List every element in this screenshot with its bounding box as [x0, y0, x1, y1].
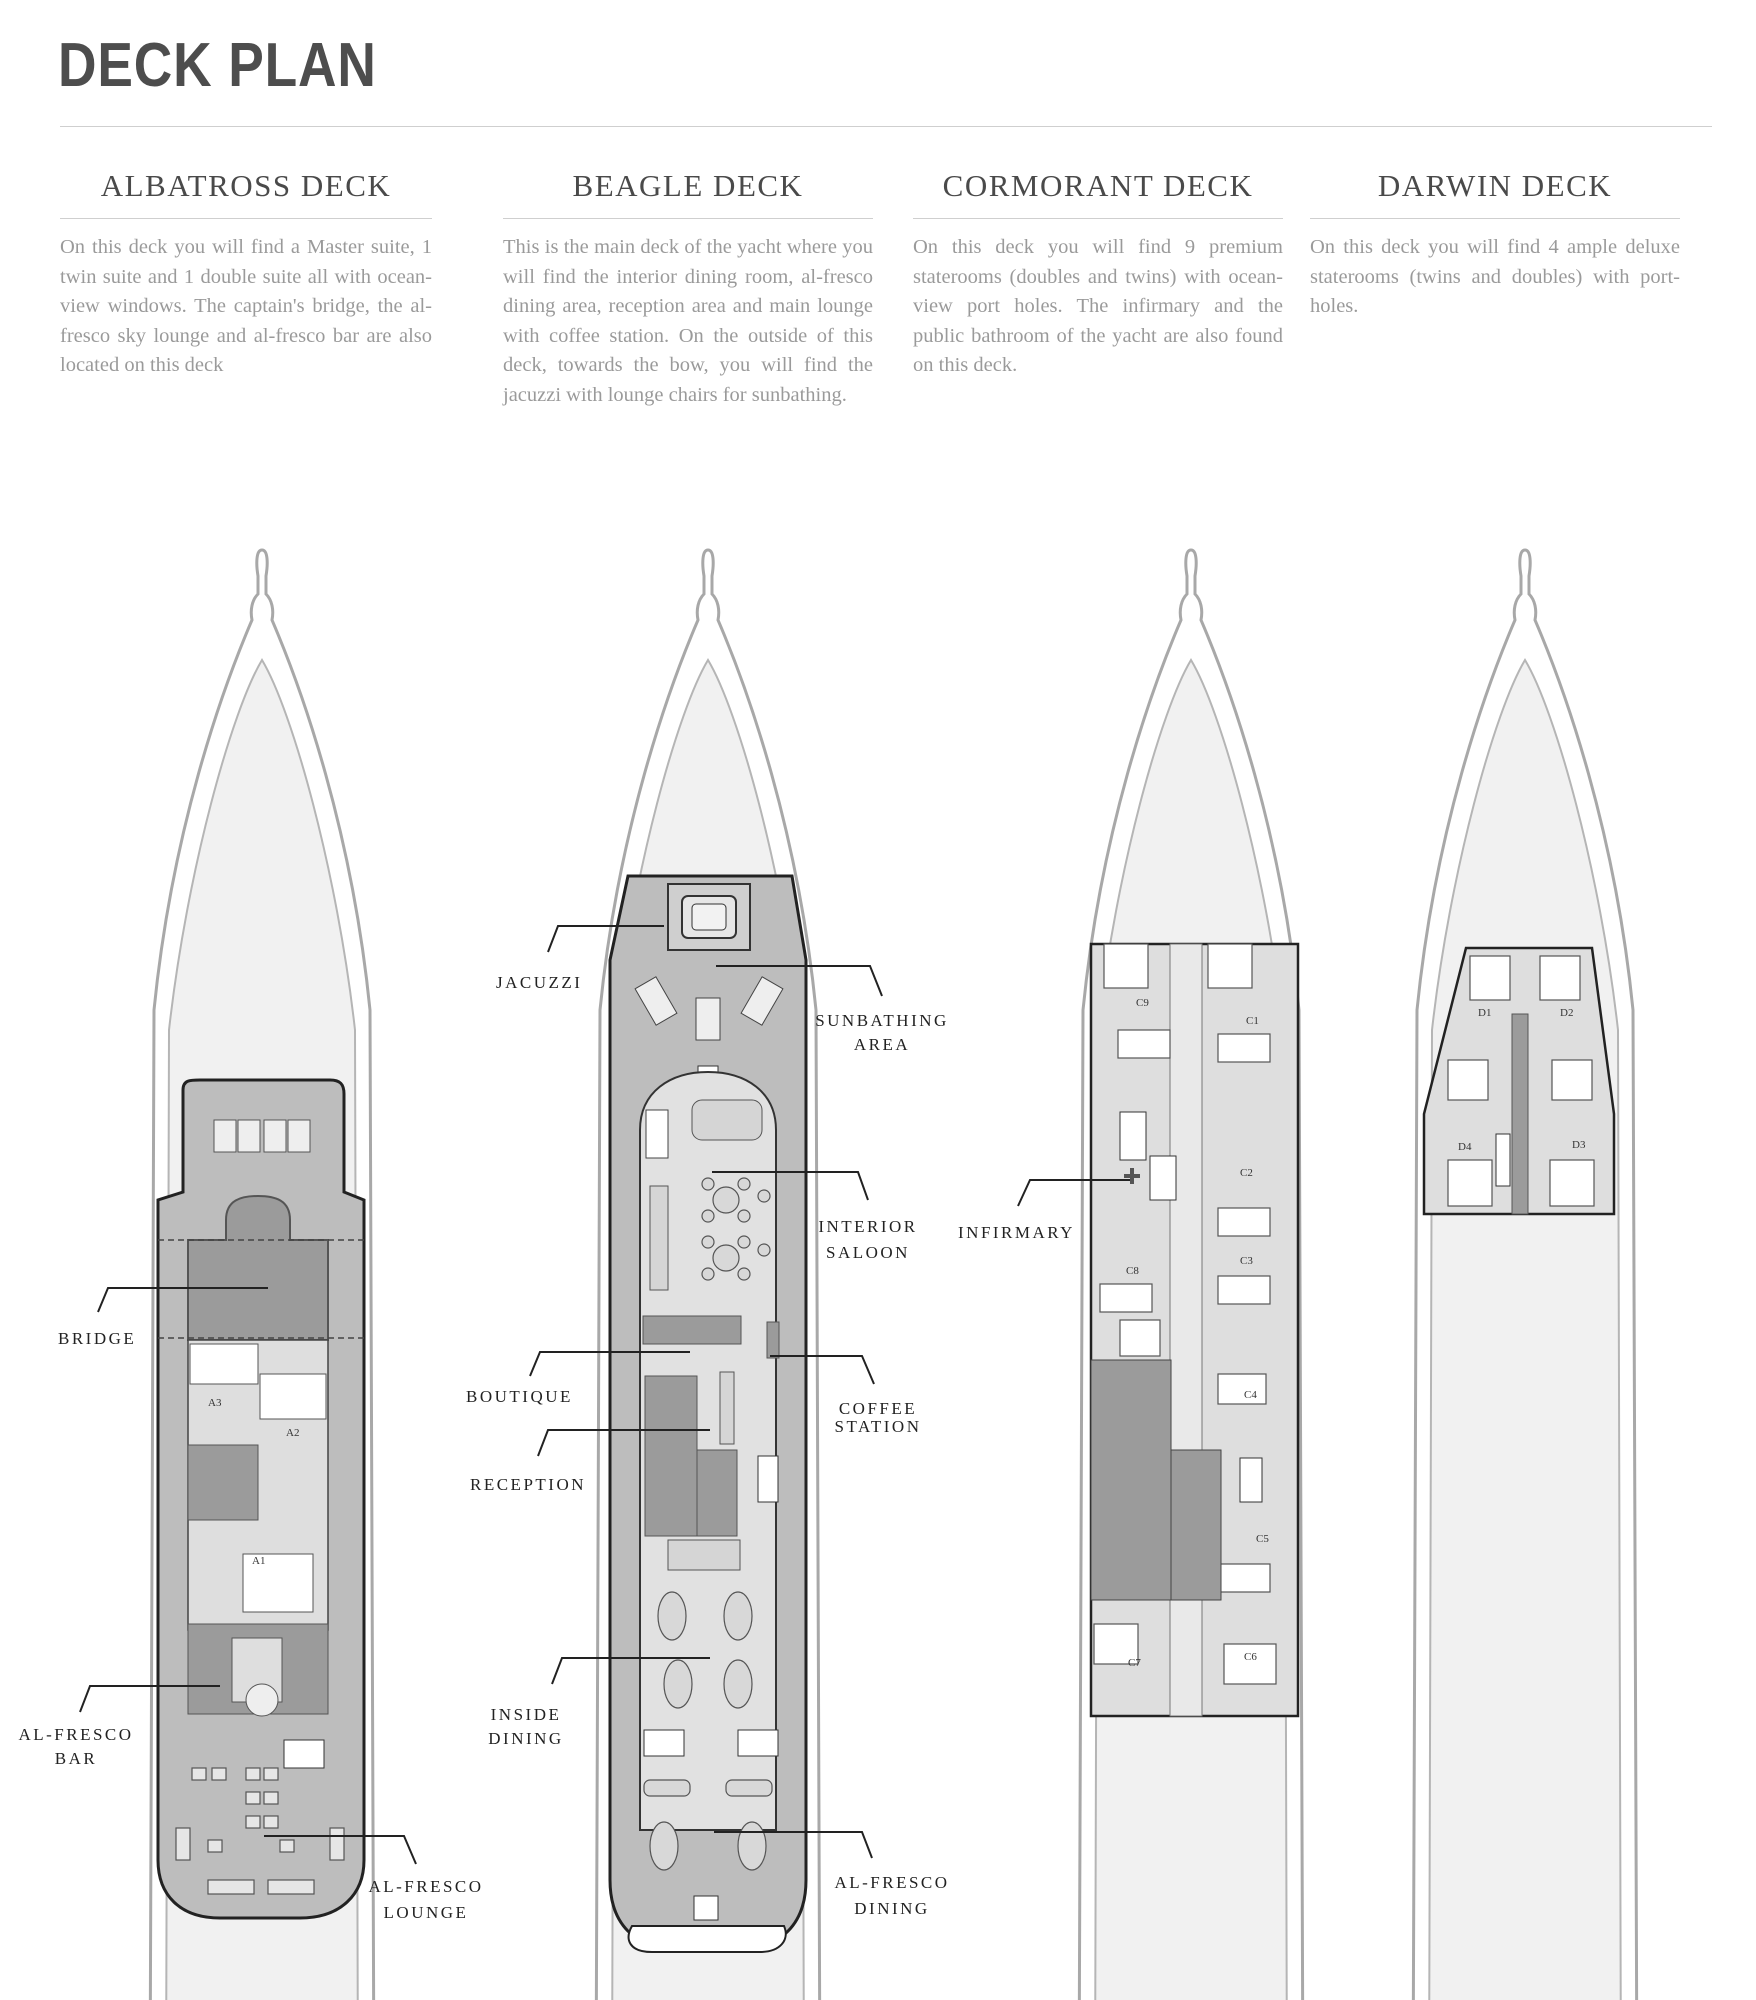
label-al-fresco-lounge: AL-FRESCO — [368, 1877, 484, 1896]
cormorant-deck-plan — [958, 550, 1303, 2000]
label-sunbathing-area: AREA — [853, 1035, 911, 1054]
label-al-fresco-lounge: LOUNGE — [383, 1903, 469, 1922]
room-label: C9 — [1136, 997, 1149, 1009]
darwin-deck-plan — [1413, 550, 1637, 2000]
deck-description: On this deck you will find 4 ample deluxe staterooms (twins and doubles) with port-holes. — [1310, 236, 1680, 317]
room-label: C6 — [1244, 1651, 1257, 1663]
deck-heading: CORMORANT DECK — [913, 168, 1283, 219]
deck-heading: ALBATROSS DECK — [60, 168, 432, 219]
room-label: C1 — [1246, 1015, 1259, 1027]
label-al-fresco-dining: DINING — [854, 1899, 930, 1918]
label-jacuzzi: JACUZZI — [496, 973, 583, 992]
page-title: DECK PLAN — [58, 31, 377, 100]
label-al-fresco-dining: AL-FRESCO — [834, 1873, 950, 1892]
room-label: D2 — [1560, 1007, 1574, 1019]
albatross-deck-plan — [18, 550, 483, 2000]
room-label: D4 — [1458, 1141, 1472, 1153]
label-inside-dining: DINING — [488, 1729, 564, 1748]
deck-heading: BEAGLE DECK — [503, 168, 873, 219]
room-label: A2 — [286, 1427, 300, 1439]
room-label: C3 — [1240, 1255, 1253, 1267]
deck-description: This is the main deck of the yacht where you will find the interior dining room, al-fresco dining area, reception area and main lounge with coffee station. On the outside of this deck, towards the bow, you will find the jacuzzi with lounge chairs for sunbathing. — [503, 236, 873, 406]
room-label: C7 — [1128, 1657, 1141, 1669]
deck-description: On this deck you will find a Master suite, 1 twin suite and 1 double suite all with ocean-view windows. The captain's bridge, the al-fresco sky lounge and al-fresco bar are also located on this deck — [60, 236, 432, 376]
label-coffee-station: STATION — [834, 1417, 922, 1436]
label-interior-saloon: INTERIOR — [818, 1217, 918, 1236]
label-inside-dining: INSIDE — [490, 1705, 562, 1724]
room-label: D3 — [1572, 1139, 1586, 1151]
room-label: A3 — [208, 1397, 222, 1409]
label-al-fresco-bar: AL-FRESCO — [18, 1725, 134, 1744]
room-label: C5 — [1256, 1533, 1269, 1545]
label-reception: RECEPTION — [470, 1475, 586, 1494]
label-coffee-station: COFFEE — [838, 1399, 918, 1418]
label-interior-saloon: SALOON — [826, 1243, 910, 1262]
beagle-deck-plan — [466, 550, 950, 2000]
room-label: A1 — [252, 1555, 266, 1567]
label-infirmary: INFIRMARY — [958, 1223, 1075, 1242]
label-boutique: BOUTIQUE — [466, 1387, 573, 1406]
darwin-hull — [1413, 550, 1637, 2000]
label-al-fresco-bar: BAR — [54, 1749, 98, 1768]
room-label: C2 — [1240, 1167, 1253, 1179]
label-sunbathing-area: SUNBATHING — [815, 1011, 949, 1030]
room-label: D1 — [1478, 1007, 1492, 1019]
deck-heading: DARWIN DECK — [1310, 168, 1680, 219]
label-bridge: BRIDGE — [58, 1329, 137, 1348]
room-label: C8 — [1126, 1265, 1139, 1277]
deck-description: On this deck you will find 9 premium staterooms (doubles and twins) with ocean-view port holes. The infirmary and the public bathroom of the yacht are also found on this deck. — [913, 236, 1283, 376]
room-label: C4 — [1244, 1389, 1257, 1401]
